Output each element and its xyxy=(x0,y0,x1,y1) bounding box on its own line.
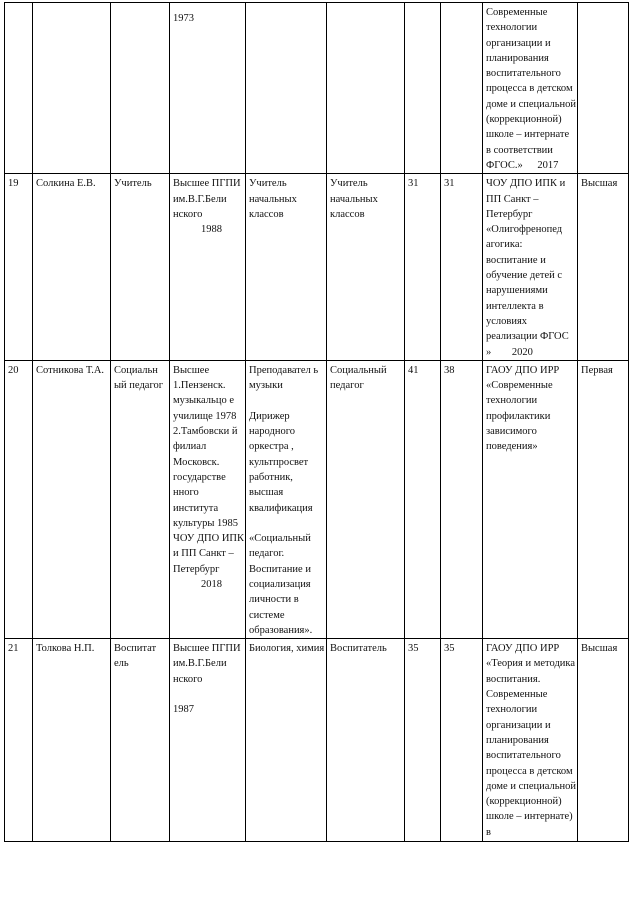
category: Высшая xyxy=(578,174,629,361)
total-experience: 31 xyxy=(405,174,441,361)
employee-position: Воспитат ель xyxy=(111,639,170,842)
training-cell xyxy=(483,639,578,842)
education-cell xyxy=(170,174,246,361)
training-cell xyxy=(483,3,578,174)
pedagogical-experience: 38 xyxy=(441,360,483,638)
row-number: 21 xyxy=(5,639,33,842)
category xyxy=(578,3,629,174)
training-year: 2017 xyxy=(537,159,559,171)
row-number: 19 xyxy=(5,174,33,361)
education-text: Высшее ПГПИ им.В.Г.Бели нского xyxy=(173,178,241,220)
row-number xyxy=(5,3,33,174)
category: Высшая xyxy=(578,639,629,842)
training-text: ГАОУ ДПО ИРР «Теория и методика воспитания. Современные технологии организации и планирования воспитательного процесса в детском доме и специальной (коррекционной) школе – интернате) в xyxy=(486,643,577,838)
pedagogical-experience xyxy=(441,3,483,174)
employee-name xyxy=(33,3,111,174)
employee-position xyxy=(111,3,170,174)
employee-name: Толкова Н.П. xyxy=(33,639,111,842)
employee-position: Социальн ый педагог xyxy=(111,360,170,638)
pedagogical-experience: 35 xyxy=(441,639,483,842)
staff-table-page xyxy=(4,2,629,842)
specialty xyxy=(246,3,327,174)
training-text: Современные технологии организации и планирования воспитательного процесса в детском доме и специальной (коррекционной) школе – интернате в соответствии ФГОС.» xyxy=(486,7,577,171)
education-year: 2018 xyxy=(201,578,222,590)
education-year: 1973 xyxy=(173,13,194,24)
staff-table xyxy=(4,2,629,842)
qualification: Воспитатель xyxy=(327,639,405,842)
table-row xyxy=(5,639,629,842)
qualification xyxy=(327,3,405,174)
row-number: 20 xyxy=(5,360,33,638)
table-row xyxy=(5,360,629,638)
education-cell xyxy=(170,360,246,638)
specialty: Учитель начальных классов xyxy=(246,174,327,361)
total-experience xyxy=(405,3,441,174)
training-text: ЧОУ ДПО ИПК и ПП Санкт – Петербург «Олигофренопед агогика: воспитание и обучение детей с нарушениями интеллекта в условиях реализации ФГОС » xyxy=(486,178,569,358)
training-year: 2020 xyxy=(511,346,533,358)
education-cell xyxy=(170,3,246,174)
education-cell: Высшее ПГПИ им.В.Г.Бели нского 1987 xyxy=(170,639,246,842)
training-cell xyxy=(483,360,578,638)
education-text: Высшее 1.Пензенск. музыкальцо е училище 1978 2.Тамбовски й филиал Московск. государстве нного института культуры 1985 ЧОУ ДПО ИПК и ПП Санкт – Петербург xyxy=(173,364,244,575)
employee-name: Сотникова Т.А. xyxy=(33,360,111,638)
table-row xyxy=(5,3,629,174)
total-experience: 41 xyxy=(405,360,441,638)
specialty: Биология, химия xyxy=(246,639,327,842)
training-cell xyxy=(483,174,578,361)
category: Первая xyxy=(578,360,629,638)
training-text: ГАОУ ДПО ИРР «Современные технологии профилактики зависимого поведения» xyxy=(486,364,560,453)
employee-name: Солкина Е.В. xyxy=(33,174,111,361)
education-year: 1988 xyxy=(201,224,222,236)
qualification: Социальный педагог xyxy=(327,360,405,638)
table-row xyxy=(5,174,629,361)
total-experience: 35 xyxy=(405,639,441,842)
qualification: Учитель начальных классов xyxy=(327,174,405,361)
employee-position: Учитель xyxy=(111,174,170,361)
specialty: Преподавател ь музыки Дирижер народного оркестра , культпросвет работник, высшая квалификация «Социальный педагог. Воспитание и социализация личности в системе образования». xyxy=(246,360,327,638)
pedagogical-experience: 31 xyxy=(441,174,483,361)
